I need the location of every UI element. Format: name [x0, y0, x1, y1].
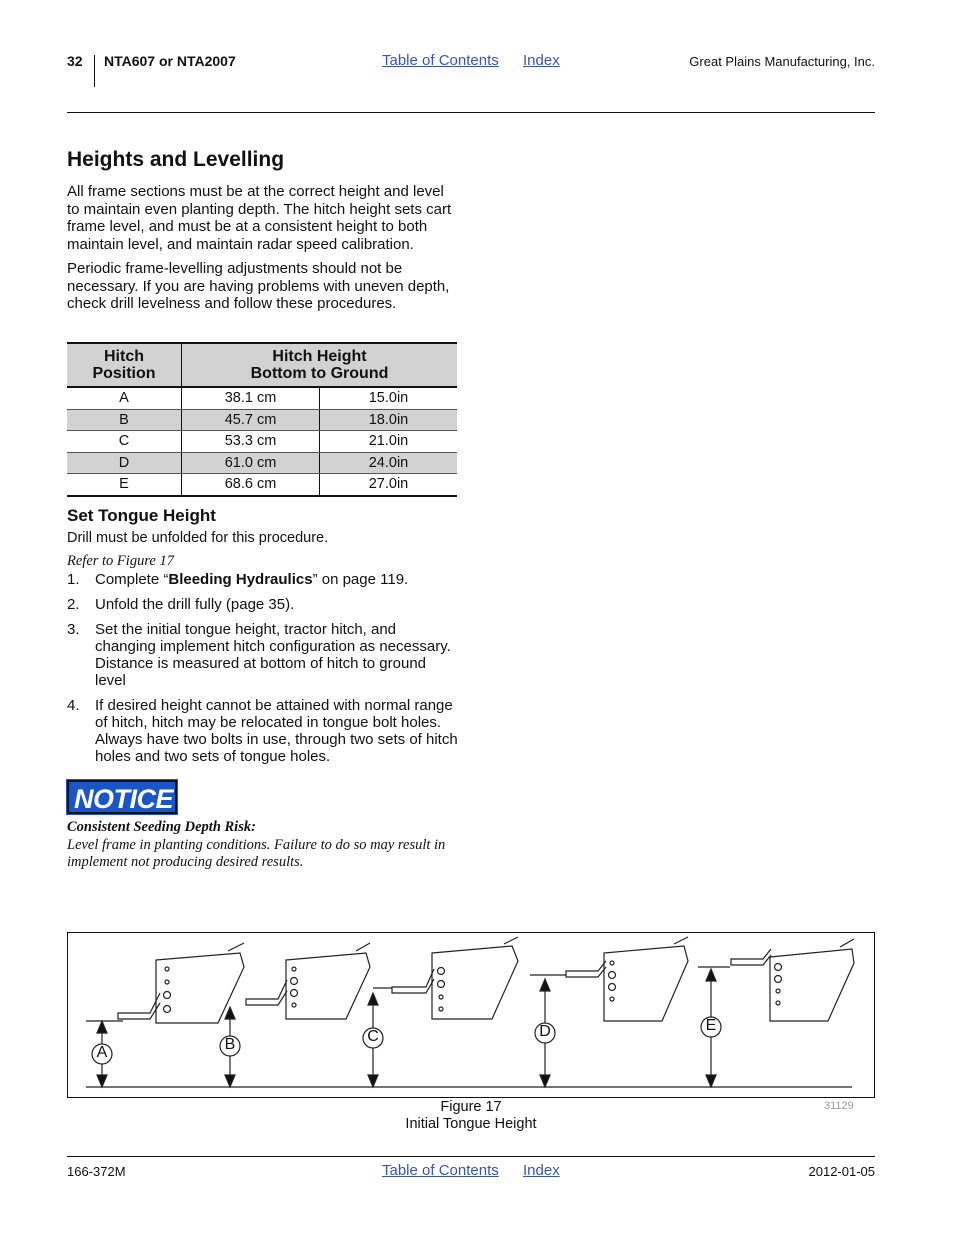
label-c: C — [367, 1028, 379, 1045]
hitch-height-table — [67, 342, 457, 497]
figure-ref-code: 31129 — [824, 1100, 854, 1112]
bleeding-hydraulics-ref: Bleeding Hydraulics — [168, 570, 313, 588]
table-row — [67, 387, 457, 409]
footer-rule — [67, 1156, 875, 1157]
subsection — [67, 506, 459, 773]
header-rule — [67, 112, 875, 113]
list-item — [67, 621, 459, 689]
table-row — [67, 452, 457, 474]
cell-in: 21.0in — [320, 431, 458, 453]
footer-toc-link[interactable]: Table of Contents — [382, 1162, 499, 1179]
notice-body — [67, 819, 459, 872]
header-toc-link[interactable]: Table of Contents — [382, 52, 499, 69]
step-text: Unfold the drill fully (page 35). — [95, 595, 295, 613]
figure-title: Initial Tongue Height — [405, 1116, 537, 1132]
header-divider — [94, 55, 95, 87]
step-text: Set the initial tongue height, tractor hitch, and changing implement hitch configuration as necessary. Distance is measured at bottom of hitch to ground level — [95, 620, 451, 689]
footer-index-link[interactable]: Index — [523, 1162, 560, 1179]
list-item — [67, 697, 459, 765]
step-number: 3. — [67, 620, 80, 638]
table-row — [67, 431, 457, 453]
drill-d-illustration — [530, 937, 688, 1021]
cell-cm: 68.6 cm — [182, 474, 320, 496]
col1-line1: Hitch — [104, 348, 144, 365]
doc-number: 166-372M — [67, 1164, 126, 1179]
model-name: NTA607 or NTA2007 — [104, 53, 236, 69]
cell-in: 24.0in — [320, 452, 458, 474]
step-text: If desired height cannot be attained with normal range of hitch, hitch may be relocated in tongue bolt holes. Always have two bolts in use, through two sets of hitch holes and two sets of tongue holes. — [95, 696, 458, 765]
figure-frame — [67, 932, 875, 1098]
steps-list — [67, 571, 459, 765]
step-number: 2. — [67, 595, 80, 613]
cell-in: 15.0in — [320, 387, 458, 409]
tongue-height-diagram — [68, 933, 874, 1097]
label-b: B — [224, 1036, 236, 1053]
subsection-intro: Drill must be unfolded for this procedure. — [67, 530, 329, 546]
figure-caption — [371, 1099, 571, 1133]
cell-cm: 38.1 cm — [182, 387, 320, 409]
label-d: D — [539, 1023, 551, 1040]
cell-position: E — [67, 474, 182, 496]
cell-in: 27.0in — [320, 474, 458, 496]
label-e: E — [705, 1017, 717, 1034]
step-text-pre: Complete “ — [95, 570, 169, 588]
cell-cm: 61.0 cm — [182, 452, 320, 474]
cell-position: D — [67, 452, 182, 474]
col1-line2: Position — [92, 365, 156, 382]
cell-position: B — [67, 409, 182, 431]
drill-a-illustration — [86, 943, 244, 1023]
col2-line2: Bottom to Ground — [250, 365, 389, 382]
label-a: A — [96, 1044, 108, 1061]
col2-line1: Hitch Height — [272, 348, 367, 365]
header-index-link[interactable]: Index — [523, 52, 560, 69]
section-para-2: Periodic frame-levelling adjustments should not be necessary. If you are having problems with uneven depth, check drill levelness and follow these procedures. — [67, 260, 450, 312]
cell-position: A — [67, 387, 182, 409]
list-item — [67, 571, 459, 588]
cell-cm: 45.7 cm — [182, 409, 320, 431]
notice-badge: NOTICE — [67, 780, 177, 814]
company-name: Great Plains Manufacturing, Inc. — [689, 54, 875, 69]
cell-in: 18.0in — [320, 409, 458, 431]
table-row — [67, 474, 457, 496]
section-title: Heights and Levelling — [67, 148, 285, 171]
col-hitch-height — [182, 343, 458, 387]
drill-e-illustration — [698, 939, 854, 1021]
page-number: 32 — [67, 53, 83, 69]
table-row — [67, 409, 457, 431]
footer-date: 2012-01-05 — [808, 1164, 875, 1179]
left-column — [67, 148, 459, 313]
refer-figure: Refer to Figure 17 — [67, 553, 174, 569]
cell-position: C — [67, 431, 182, 453]
figure-number: Figure 17 — [440, 1099, 502, 1115]
notice-title: Consistent Seeding Depth Risk: — [67, 819, 256, 835]
col-hitch-position — [67, 343, 182, 387]
list-item — [67, 596, 459, 613]
section-para-1: All frame sections must be at the correct height and level to maintain even planting depth. The hitch height sets cart frame level, and must be at a consistent height to both maintain level, and maintain radar speed calibration. — [67, 183, 452, 253]
step-number: 4. — [67, 696, 80, 714]
drill-c-illustration — [373, 937, 518, 1019]
cell-cm: 53.3 cm — [182, 431, 320, 453]
step-number: 1. — [67, 570, 80, 588]
subsection-title: Set Tongue Height — [67, 506, 216, 525]
notice-text: Level frame in planting conditions. Failure to do so may result in implement not producing desired results. — [67, 836, 446, 870]
drill-b-illustration — [246, 943, 370, 1019]
step-text-post: ” on page 119. — [312, 570, 409, 588]
